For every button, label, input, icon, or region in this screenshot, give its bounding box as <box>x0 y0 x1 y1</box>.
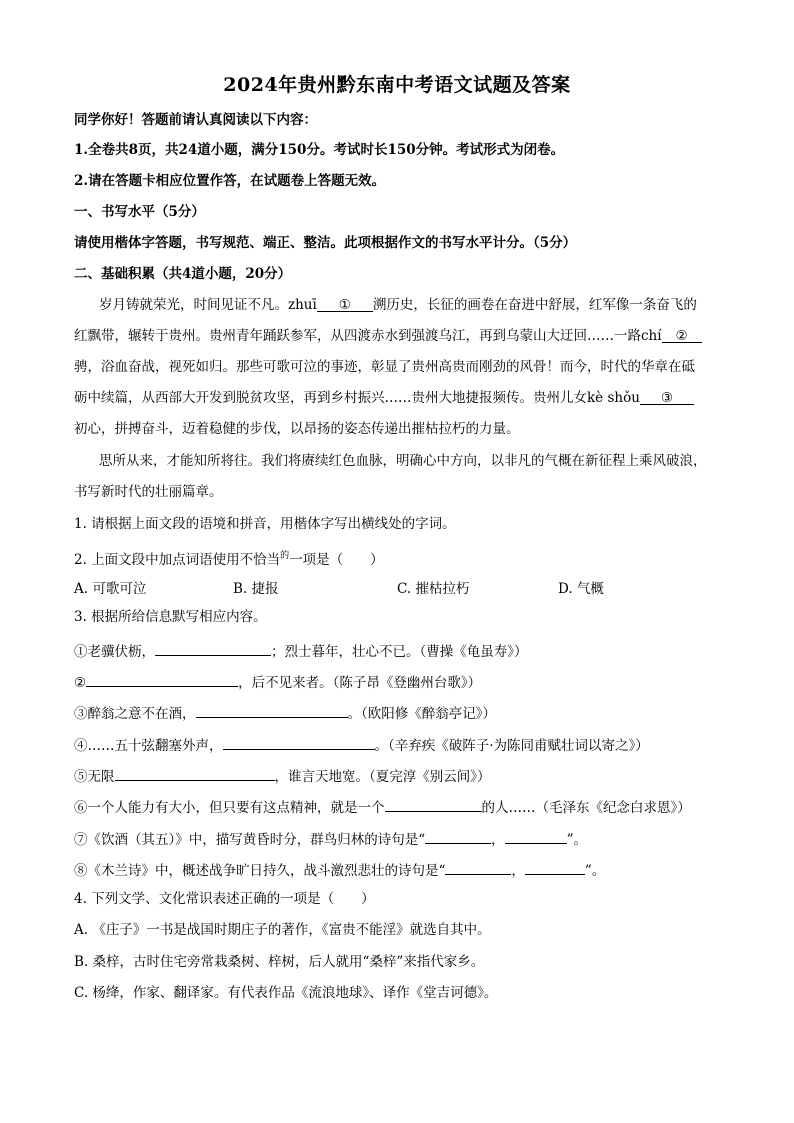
q3-item-text: ”。 <box>584 863 606 879</box>
answer-blank[interactable] <box>385 796 482 812</box>
q3-item-7 <box>74 828 734 849</box>
passage-text: 砺中续篇，从西部大开发到脱贫攻坚，再到乡村振兴……贵州大地捷报频传。贵州儿女kè shǒu <box>74 390 640 406</box>
q3-item-text: ， <box>491 832 505 848</box>
q4-option-b: B. 桑梓，古时住宅旁常栽桑树、梓树，后人就用“桑梓”来指代家乡。 <box>74 954 485 970</box>
q3-item-5 <box>74 765 734 786</box>
question-2-stem <box>74 547 734 569</box>
answer-blank[interactable] <box>223 734 375 750</box>
q3-item-text: 的人……（毛泽东《纪念白求恩》） <box>481 800 691 816</box>
answer-blank[interactable] <box>425 828 491 844</box>
passage-line-3: 骋，浴血奋战，视死如归。那些可歌可泣的事迹，彰显了贵州高贵而刚劲的风骨！而今，时代的华章在砥 <box>74 359 695 375</box>
section1-heading: 一、书写水平（5分） <box>74 204 205 220</box>
q2-option-c: C. 摧枯拉朽 <box>397 581 470 597</box>
question-1: 1. 请根据上面文段的语境和拼音，用楷体字写出横线处的字词。 <box>74 516 456 532</box>
intro-rule-2: 2.请在答题卡相应位置作答，在试题卷上答题无效。 <box>74 173 386 189</box>
q4-option-a: A. 《庄子》一书是战国时期庄子的著作，《富贵不能淫》就选自其中。 <box>74 922 491 938</box>
q3-item-8 <box>74 859 734 880</box>
q3-item-text: ；烈士暮年，壮心不已。（曹操《龟虽寿》） <box>271 644 528 660</box>
passage-line-1 <box>99 296 729 314</box>
q3-item-4 <box>74 734 734 755</box>
blank-1 <box>317 296 373 312</box>
q3-item-text: ⑧《木兰诗》中，概述战争旷日持久，战斗激烈悲壮的诗句是“ <box>74 863 446 879</box>
passage-line-6: 思所从来，才能知所将往。我们将赓续红色血脉，明确心中方向，以非凡的气概在新征程上乘风破浪， <box>99 453 707 469</box>
question-3-stem: 3. 根据所给信息默写相应内容。 <box>74 609 267 625</box>
blank-3 <box>640 389 694 405</box>
q3-item-text: ② <box>74 675 87 691</box>
answer-blank[interactable] <box>505 828 567 844</box>
q3-item-text: 。（欧阳修《醉翁亭记》） <box>347 706 496 722</box>
answer-blank[interactable] <box>196 702 348 718</box>
q3-item-text: ⑦《饮酒（其五）》中，描写黄昏时分，群鸟归林的诗句是“ <box>74 832 426 848</box>
passage-text: 岁月铸就荣光，时间见证不凡。zhuī <box>99 297 317 313</box>
passage-text: 溯历史，长征的画卷在奋进中舒展，红军像一条奋飞的 <box>372 297 697 313</box>
answer-blank[interactable] <box>525 859 585 875</box>
passage-line-4 <box>74 389 734 407</box>
q3-item-text: ③醉翁之意不在酒， <box>74 706 196 722</box>
q3-item-text: ， <box>511 863 525 879</box>
passage-line-7: 书写新时代的壮丽篇章。 <box>74 484 223 500</box>
section1-instruction: 请使用楷体字答题，书写规范、端正、整洁。此项根据作文的书写水平计分。（5分） <box>74 235 577 251</box>
answer-blank[interactable] <box>115 765 275 781</box>
answer-blank[interactable] <box>445 859 511 875</box>
page-title: 2024年贵州黔东南中考语文试题及答案 <box>223 74 571 96</box>
q2-option-a: A. 可歌可泣 <box>74 581 147 597</box>
passage-line-5: 初心，拼搏奋斗，迈着稳健的步伐，以昂扬的姿态传递出摧枯拉朽的力量。 <box>74 421 520 437</box>
q3-item-text: ，后不见来者。（陈子昂《登幽州台歌》） <box>238 675 482 691</box>
q3-item-1 <box>74 640 734 661</box>
section2-heading: 二、基础积累（共4道小题，20分） <box>74 266 292 282</box>
q2-option-d: D. 气概 <box>558 581 604 597</box>
intro-greeting: 同学你好！答题前请认真阅读以下内容： <box>74 112 317 128</box>
q2-stem-sup: 的 <box>280 551 290 561</box>
q3-item-text: ④……五十弦翻塞外声， <box>74 738 223 754</box>
q3-item-text: ①老骥伏枥， <box>74 644 155 660</box>
q3-item-text: ，谁言天地宽。（夏完淳《别云间》） <box>274 769 491 785</box>
q3-item-text: 。（辛弃疾《破阵子·为陈同甫赋壮词以寄之》） <box>374 738 649 754</box>
q2-stem-text: 一项是（ ） <box>289 552 384 568</box>
blank-3-number: ③ <box>660 390 673 406</box>
q4-option-c: C. 杨绛，作家、翻译家。有代表作品《流浪地球》、译作《堂吉诃德》。 <box>74 985 498 1001</box>
blank-2-number: ② <box>675 328 688 344</box>
intro-rule-1: 1.全卷共8页，共24道小题，满分150分。考试时长150分钟。考试形式为闭卷。 <box>74 142 565 158</box>
blank-2 <box>662 327 702 343</box>
q3-item-text: ⑥一个人能力有大小，但只要有这点精神，就是一个 <box>74 800 385 816</box>
passage-line-2 <box>74 327 734 345</box>
answer-blank[interactable] <box>155 640 271 656</box>
q3-item-6 <box>74 796 734 817</box>
blank-1-number: ① <box>338 297 351 313</box>
answer-blank[interactable] <box>86 671 238 687</box>
q3-item-2 <box>74 671 734 692</box>
q3-item-3 <box>74 702 734 723</box>
passage-text: 红飘带，辗转于贵州。贵州青年踊跃参军，从四渡赤水到强渡乌江，再到乌蒙山大迂回……一路chí <box>74 328 662 344</box>
q2-option-b: B. 捷报 <box>233 581 279 597</box>
q3-item-text: ⑤无限 <box>74 769 115 785</box>
question-4-stem: 4. 下列文学、文化常识表述正确的一项是（ ） <box>74 891 375 907</box>
q3-item-text: ”。 <box>566 832 588 848</box>
q2-stem-text: 2. 上面文段中加点词语使用不恰当 <box>74 552 281 568</box>
